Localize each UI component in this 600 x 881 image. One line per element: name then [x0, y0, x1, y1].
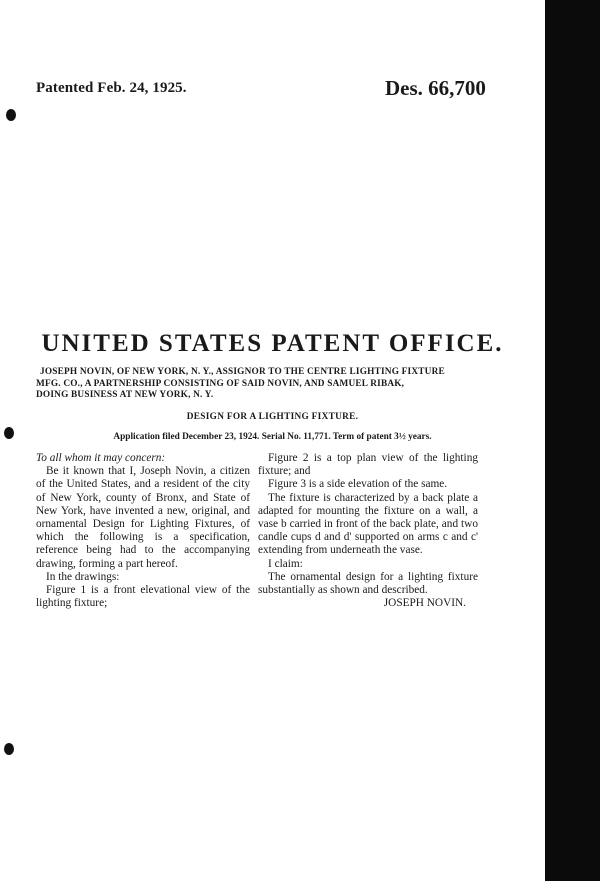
inventor-line: JOSEPH NOVIN, OF NEW YORK, N. Y., ASSIGNOR TO THE CENTRE LIGHTING FIXTURE — [40, 367, 445, 377]
specification-paragraph: Be it known that I, Joseph Novin, a citizen of the United States, and a resident of the city of New York, county of Bronx, and State of New York, have invented a new, original, and ornamental Design for Lighting Fixtures, of which the following is a specification, reference being had to the accompanying drawing, forming a part hereof. — [36, 465, 250, 570]
signature: JOSEPH NOVIN. — [383, 597, 466, 610]
claim-heading: I claim: — [268, 557, 303, 570]
inventor-line: DOING BUSINESS AT NEW YORK, N. Y. — [36, 390, 214, 400]
figure-1-description: Figure 1 is a front elevational view of the lighting fixture; — [36, 584, 250, 610]
fixture-description: The fixture is characterized by a back plate a adapted for mounting the fixture on a wall, a vase b carried in front of the back plate, and two candle cups d and d' supported on arms c and c' extending from underneath the vase. — [258, 491, 478, 557]
claim-text: The ornamental design for a lighting fixture substantially as shown and described. — [258, 570, 478, 597]
office-title: UNITED STATES PATENT OFFICE. — [41, 330, 504, 357]
right-column — [258, 452, 478, 610]
scan-right-border — [545, 0, 600, 881]
application-line: Application filed December 23, 1924. Serial No. 11,771. Term of patent 3½ years. — [113, 432, 432, 442]
left-column — [36, 452, 250, 610]
patent-date: Patented Feb. 24, 1925. — [36, 80, 187, 96]
design-number: Des. 66,700 — [385, 76, 486, 100]
figure-2-description: Figure 2 is a top plan view of the lighting fixture; and — [258, 452, 478, 478]
binder-hole-bottom — [4, 743, 14, 755]
drawings-heading: In the drawings: — [46, 570, 120, 583]
inventor-line: MFG. CO., A PARTNERSHIP CONSISTING OF SAID NOVIN, AND SAMUEL RIBAK, — [36, 378, 405, 389]
inventor-block — [36, 367, 476, 402]
binder-hole-top — [6, 109, 16, 121]
figure-3-description: Figure 3 is a side elevation of the same. — [268, 478, 448, 491]
salutation: To all whom it may concern: — [36, 452, 166, 464]
design-title: DESIGN FOR A LIGHTING FIXTURE. — [186, 412, 359, 422]
